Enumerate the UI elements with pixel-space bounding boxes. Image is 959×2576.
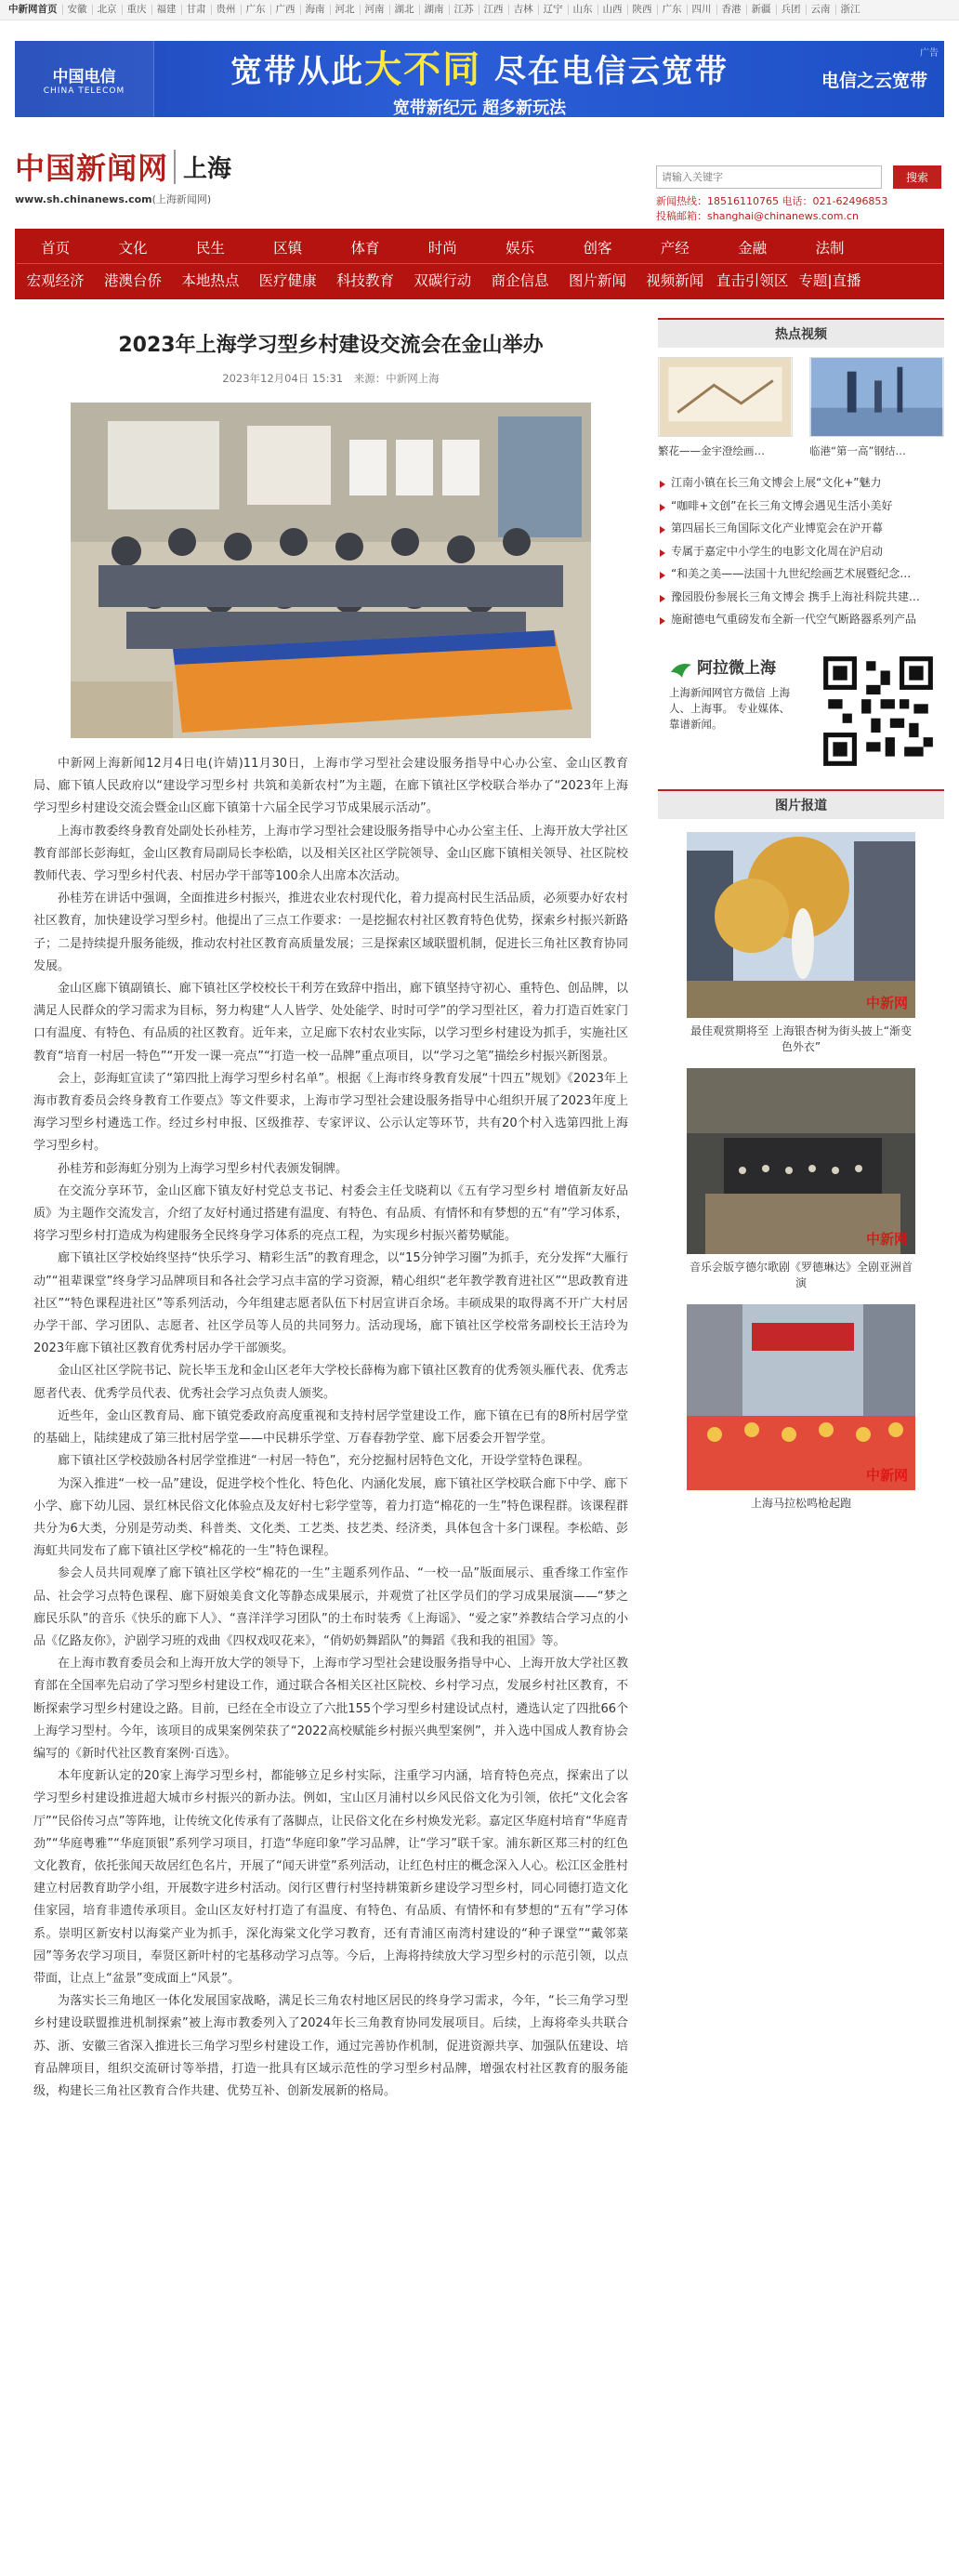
- qr-code-icon[interactable]: [819, 652, 938, 771]
- region-link[interactable]: 河北: [331, 5, 361, 15]
- region-link[interactable]: 中新网首页: [4, 5, 63, 15]
- nav-item[interactable]: 法制: [815, 239, 845, 257]
- search-button[interactable]: 搜索: [893, 165, 941, 189]
- nav-item[interactable]: 医疗健康: [258, 272, 317, 289]
- picture-news-heading: 图片报道: [658, 789, 944, 819]
- watermark: 中新网: [865, 1466, 908, 1484]
- region-link[interactable]: 江西: [480, 5, 509, 15]
- article-paragraph: 会上，彭海虹宣读了“第四批上海学习型乡村名单”。根据《上海市终身教育发展“十四五”规划》《2023年上海市教育委员会终身教育工作要点》等文件要求，上海市学习型社会建设服务指导中心组织开展了2023年度上海学习型乡村遴选工作。经过乡村申报、区级推荐、专家评议、公示认定等环节，共有20个村入选第四批上海学习型乡村。: [33, 1071, 628, 1154]
- region-link[interactable]: 重庆: [123, 5, 152, 15]
- article-paragraph: 上海市教委终身教育处副处长孙桂芳，上海市学习型社会建设服务指导中心办公室主任、上海开放大学社区教育部部长彭海虹，金山区教育局副局长李松皓，以及相关区社区学院领导、金山区廊下镇相关领导、社区院校教师代表、学习型乡村代表、村居办学干部等100余人出席本次活动。: [33, 824, 628, 884]
- nav-item[interactable]: 娱乐: [506, 239, 535, 257]
- article-source: 来源：中新网上海: [353, 372, 440, 385]
- nav-item[interactable]: 民生: [195, 239, 225, 257]
- nav-item[interactable]: 直击引领区: [716, 272, 789, 289]
- region-link[interactable]: 河南: [361, 5, 390, 15]
- region-link[interactable]: 浙江: [840, 4, 860, 15]
- article-paragraph: 为深入推进“一校一品”建设，促进学校个性化、特色化、内涵化发展，廊下镇社区学校联合廊下中学、廊下小学、廊下幼儿园、景红林民俗文化体验点及友好村七彩学堂等，着力打造“棉花的一生”特色课程群。该课程群共分为6大类，分别是劳动类、科普类、文化类、工艺类、技艺类、经济类，具体包含十多门课程。李松皓、彭海虹共同发布了廊下镇社区学校“棉花的一生”特色课程。: [33, 1476, 628, 1559]
- region-link[interactable]: 吉林: [509, 5, 539, 15]
- hot-videos-heading: 热点视频: [658, 318, 944, 348]
- region-link[interactable]: 云南: [807, 5, 836, 15]
- video-card[interactable]: [658, 357, 793, 458]
- region-link[interactable]: 四川: [688, 5, 717, 15]
- video-thumbnail: [658, 357, 793, 437]
- nav-item[interactable]: 视频新闻: [646, 272, 704, 289]
- nav-item[interactable]: 首页: [41, 239, 71, 257]
- region-link[interactable]: 广东: [658, 5, 688, 15]
- article-date: 2023年12月04日 15:31: [222, 372, 344, 385]
- banner-subtitle: 宽带新纪元 超多新玩法: [392, 98, 567, 118]
- region-link[interactable]: 贵州: [212, 5, 242, 15]
- article-body: [15, 753, 647, 2103]
- region-link[interactable]: 北京: [93, 5, 123, 15]
- article-paragraph: 孙桂芳和彭海虹分别为上海学习型乡村代表颁发铜牌。: [58, 1161, 348, 1176]
- nav-item[interactable]: 宏观经济: [26, 272, 85, 289]
- region-link[interactable]: 江苏: [450, 5, 480, 15]
- article-paragraph: 廊下镇社区学校鼓励各村居学堂推进“一村居一特色”，充分挖掘村居特色文化，开设学堂特色课程。: [58, 1454, 590, 1469]
- nav-item[interactable]: 创客: [583, 239, 612, 257]
- article-paragraph: 在交流分享环节，金山区廊下镇友好村党总支书记、村委会主任戈晓莉以《五有学习型乡村 增值新友好品质》为主题作交流发言，介绍了友好村通过搭建有温度、有特色、有品质、有情怀和有梦想的五“有”学习体系，将学习型乡村打造成为构建服务全民终身学习体系的亮点工程，为实现乡村振兴蓄势赋能。: [33, 1183, 628, 1244]
- article-photo: [71, 403, 591, 738]
- telecom-logo: [15, 41, 154, 117]
- ad-label: 广告: [920, 48, 939, 59]
- picture-news-photo: [687, 1068, 915, 1254]
- headline-link[interactable]: 专属于嘉定中小学生的电影文化周在沪启动: [658, 540, 944, 563]
- region-link[interactable]: 安徽: [63, 5, 93, 15]
- region-link[interactable]: 山西: [598, 5, 628, 15]
- wechat-description: 上海新闻网官方微信 上海人、上海事。 专业媒体、靠谱新闻。: [669, 685, 791, 731]
- article-paragraph: 参会人员共同观摩了廊下镇社区学校“棉花的一生”主题系列作品、“一校一品”版面展示、重香缘工作室作品、社会学习点特色课程、廊下厨娘美食文化等静态成果展示，并观赏了社区学员们的学习成果展演——“梦之廊民乐队”的音乐《快乐的廊下人》、“喜洋洋学习团队”的土布时装秀《上海谣》、“爱之家”养教结合学习点的小品《亿路友你》，沪剧学习班的戏曲《四权戏叹花来》，“俏奶奶舞蹈队”的舞蹈《我和我的祖国》等。: [33, 1566, 628, 1648]
- nav-item[interactable]: 商企信息: [491, 272, 549, 289]
- region-link[interactable]: 湖南: [420, 5, 450, 15]
- headline-link[interactable]: 豫园股份参展长三角文博会 携手上海社科院共建…: [658, 586, 944, 609]
- site-header: [15, 145, 944, 222]
- article-paragraph: 中新网上海新闻12月4日电(许婧)11月30日，上海市学习型社会建设服务指导中心办公室、金山区教育局、廊下镇人民政府以“建设学习型乡村 共筑和美新农村”为主题，在廊下镇社区学校联合举办了“2023年上海学习型乡村建设交流会暨金山区廊下镇第十六届全民学习节成果展示活动”。: [33, 757, 628, 816]
- video-caption: 繁花——金宇澄绘画…: [658, 444, 765, 457]
- picture-news-item[interactable]: [687, 832, 915, 1055]
- headline-link[interactable]: “咖啡+文创”在长三角文博会遇见生活小美好: [658, 495, 944, 518]
- wechat-promo: [658, 652, 944, 782]
- article-paragraph: 孙桂芳在讲话中强调，全面推进乡村振兴，推进农业农村现代化，着力提高村民生活品质，必须要办好农村社区教育，加快建设学习型乡村。他提出了三点工作要求：一是挖掘农村社区教育特色优势，探索乡村振兴新路子；二是持续提升服务能级，推动农村社区教育高质量发展；三是探索区域联盟机制，促进长三角社区教育协同发展。: [33, 892, 628, 973]
- picture-news-photo: [687, 1304, 915, 1490]
- nav-item[interactable]: 文化: [118, 239, 148, 257]
- site-logo[interactable]: [15, 145, 231, 216]
- nav-item[interactable]: 专题|直播: [798, 272, 861, 289]
- site-url: www.sh.chinanews.com(上海新闻网): [15, 193, 212, 205]
- region-links-bar: [0, 0, 959, 20]
- nav-item[interactable]: 双碳行动: [414, 272, 472, 289]
- nav-item[interactable]: 体育: [350, 239, 380, 257]
- news-hotline: 新闻热线：18516110765 电话：021-62496853: [656, 195, 888, 207]
- nav-item[interactable]: 时尚: [427, 239, 457, 257]
- nav-item[interactable]: 科技教育: [335, 272, 394, 289]
- picture-news-photo: [687, 832, 915, 1018]
- article-paragraph: 廊下镇社区学校始终坚持“快乐学习、精彩生活”的教育理念，以“15分钟学习圈”为抓手，充分发挥“大雁行动”“祖辈课堂”终身学习品牌项目和各社会学习点丰富的学习资源，精心组织“老年教学教育进社区”“思政教育进社区”“特色课程进社区”等系列活动，今年组建志愿者队伍下村居宣讲百余场。丰硕成果的取得离不开广大村居办学干部、学习团队、志愿者、社区学员等人员的共同努力。活动现场，廊下镇社区学校常务副校长王洁玲为2023年廊下镇社区教育优秀村居办学干部颁奖。: [33, 1251, 628, 1356]
- article-title: 2023年上海学习型乡村建设交流会在金山举办: [118, 334, 544, 357]
- headline-link[interactable]: 第四届长三角国际文化产业博览会在沪开幕: [658, 517, 944, 540]
- nav-item[interactable]: 金融: [738, 239, 768, 257]
- region-link[interactable]: 新疆: [747, 5, 777, 15]
- region-link[interactable]: 广西: [271, 5, 301, 15]
- telecom-name: 中国电信: [52, 67, 116, 86]
- article: [15, 318, 647, 2103]
- telecom-name-en: CHINA TELECOM: [43, 86, 125, 96]
- region-link[interactable]: 香港: [717, 5, 747, 15]
- picture-news-caption: 最佳观赏期将至 上海银杏树为街头披上“渐变色外衣”: [690, 1024, 913, 1053]
- region-link[interactable]: 山东: [569, 5, 598, 15]
- search-input[interactable]: [656, 165, 882, 189]
- nav-item[interactable]: 图片新闻: [568, 272, 626, 289]
- headline-link[interactable]: 江南小镇在长三角文博会上展“文化+”魅力: [658, 471, 944, 495]
- region-link[interactable]: 兵团: [777, 5, 807, 15]
- article-paragraph: 近些年，金山区教育局、廊下镇党委政府高度重视和支持村居学堂建设工作，廊下镇在已有的8所村居学堂的基础上，陆续建成了第三批村居学堂——中民耕乐学堂、万春春勃学堂、廊下居委会开智学堂。: [33, 1408, 628, 1447]
- nav-item[interactable]: 区镇: [273, 239, 303, 257]
- wechat-name: 阿拉微上海: [697, 659, 776, 678]
- picture-news-item[interactable]: [687, 1068, 915, 1291]
- article-paragraph: 为落实长三角地区一体化发展国家战略，满足长三角农村地区居民的终身学习需求，今年，“长三角学习型乡村建设联盟推进机制探索”被上海市教委列入了2024年长三角教育协同发展项目。后续，上海将牵头共联合苏、浙、安徽三省深入推进长三角学习型乡村建设工作，通过完善协作机制，促进资源共享、加强队伍建设、培育品牌项目，组织交流研讨等举措，打造一批具有区域示范性的学习型乡村品牌，增强农村社区教育的服务能级，构建长三角社区教育合作共建、优势互补、创新发展新的格局。: [33, 1994, 628, 2098]
- nav-item[interactable]: 产经: [660, 239, 690, 257]
- region-link[interactable]: 湖北: [390, 5, 420, 15]
- picture-news-item[interactable]: [687, 1304, 915, 1512]
- nav-item[interactable]: 本地热点: [181, 272, 240, 289]
- watermark: 中新网: [865, 1230, 908, 1248]
- picture-news-caption: 音乐会版亨德尔歌剧《罗德琳达》全剧亚洲首演: [689, 1260, 913, 1289]
- article-paragraph: 金山区廊下镇副镇长、廊下镇社区学校校长干利芳在致辞中指出，廊下镇坚持守初心、重特色、创品牌，以满足人民群众的学习需求为目标，努力构建“人人皆学、处处能学、时时可学”的学习型社区，着力打造百姓家门口有温度、有特色、有品质的社区教育。近年来，立足廊下农村农业实际，以学习型乡村建设为抓手，实施社区教育“培育一村居一特色”“开发一课一亮点”“打造一校一品牌”重点项目，以“学习之笔”描绘乡村振兴新图景。: [33, 982, 628, 1063]
- region-link[interactable]: 福建: [152, 5, 182, 15]
- headline-list: [658, 471, 944, 631]
- region-link[interactable]: 甘肃: [182, 5, 212, 15]
- video-caption: 临港“第一高”钢结…: [809, 444, 906, 457]
- picture-news-caption: 上海马拉松鸣枪起跑: [750, 1496, 851, 1510]
- region-link[interactable]: 广东: [242, 5, 271, 15]
- sidebar: [658, 318, 944, 2103]
- submission-email: 投稿邮箱：shanghai@chinanews.com.cn: [656, 210, 859, 222]
- video-thumbnail: [809, 357, 944, 437]
- main-navigation: [15, 229, 944, 299]
- bird-icon: [669, 659, 693, 680]
- nav-item[interactable]: 港澳台侨: [103, 272, 162, 289]
- region-link[interactable]: 海南: [301, 5, 331, 15]
- banner-slogan: 宽带从此大不同 尽在电信云宽带: [230, 47, 729, 91]
- video-card[interactable]: [809, 357, 944, 458]
- logo-text: 中国新闻网: [15, 151, 169, 186]
- article-paragraph: 金山区社区学院书记、院长毕玉龙和金山区老年大学校长薛梅为廊下镇社区教育的优秀领头雁代表、优秀志愿者代表、优秀学员代表、优秀社会学习点负责人颁奖。: [33, 1364, 628, 1401]
- cloud-broadband-logo: 电信之云宽带: [821, 70, 927, 91]
- logo-city: 上海: [174, 150, 231, 184]
- telecom-ad-banner[interactable]: [15, 41, 944, 117]
- article-meta: [15, 371, 647, 386]
- headline-link[interactable]: “和美之美——法国十九世纪绘画艺术展暨纪念…: [658, 562, 944, 586]
- region-link[interactable]: 辽宁: [539, 5, 569, 15]
- region-link[interactable]: 陕西: [628, 5, 658, 15]
- headline-link[interactable]: 施耐德电气重磅发布全新一代空气断路器系列产品: [658, 608, 944, 631]
- watermark: 中新网: [865, 994, 908, 1011]
- article-paragraph: 在上海市教育委员会和上海开放大学的领导下，上海市学习型社会建设服务指导中心、上海开放大学社区教育部在全国率先启动了学习型乡村建设工作，通过联合各相关区社区院校、乡村学习点，发展乡村社区教育，不断探索学习型乡村建设之路。目前，已经在全市设立了六批155个学习型乡村建设试点村，遴选认定了四批66个上海学习型村。今年，该项目的成果案例荣获了“2022高校赋能乡村振兴典型案例”，并入选中国成人教育协会编写的《新时代社区教育案例·百选》。: [33, 1657, 628, 1761]
- article-paragraph: 本年度新认定的20家上海学习型乡村，都能够立足乡村实际，注重学习内涵，培育特色亮点，探索出了以学习型乡村建设推进超大城市乡村振兴的新办法。例如，宝山区月浦村以乡风民俗文化为引领，依托“文化会客厅”“民俗传习点”等阵地，让传统文化传承有了落脚点，让民俗文化在乡村焕发光彩。嘉定区华庭村培育“华庭青劲”“华庭粤雅”“华庭顶银”系列学习项目，打造“华庭印象”学习品牌，让“学习”联千家。浦东新区郑三村的红色文化教育，依托张闻天故居红色名片，开展了“闻天讲堂”系列活动，让红色村庄的概念深入人心。松江区金胜村建立村居教育助学小组，开展数字进乡村活动。闵行区曹行村坚持耕策新乡建设学习型乡村，同心同德打造文化佳家园，培育非遗传承项目。金山区友好村打造了有温度、有特色、有品质、有情怀和有梦想的“五有”学习体系。崇明区新安村以海棠产业为抓手，深化海棠文化学习教育，还有青浦区南湾村建设的“种子课堂”“戴邻菜园”等务农学习项目，奉贤区新叶村的宅基移动学习点等。今后，上海将持续放大学习型乡村的示范引领，以点带面，让点上“盆景”变成面上“风景”。: [33, 1769, 628, 1986]
